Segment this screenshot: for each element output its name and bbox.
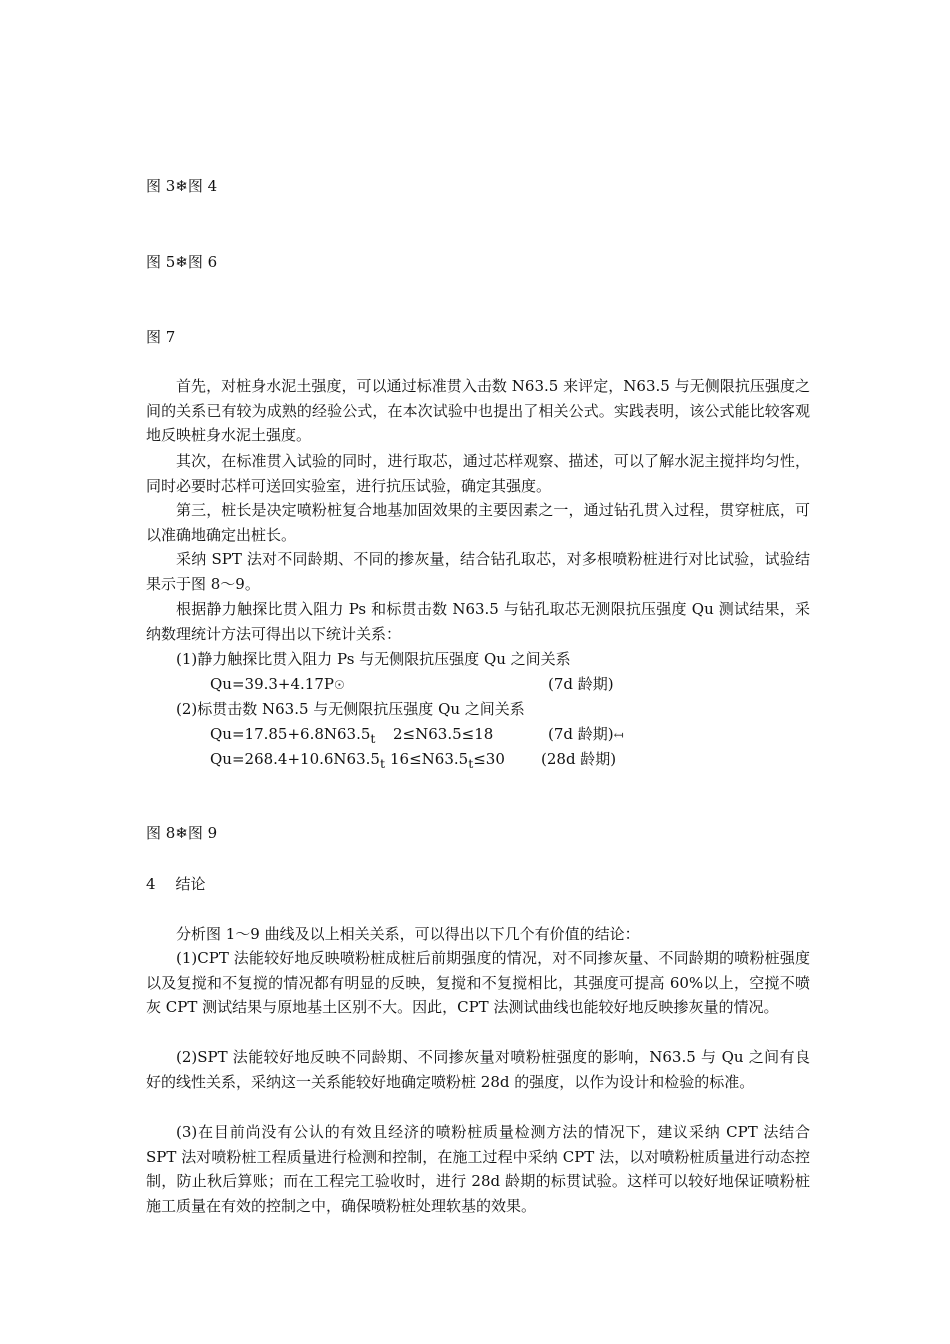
paragraph-second: 其次，在标准贯入试验的同时，进行取芯，通过芯样观察、描述，可以了解水泥主搅拌均匀性，同时必要时芯样可送回实验室，进行抗压试验，确定其强度。 [146, 452, 810, 495]
formula-2-subscript: t [370, 731, 376, 746]
formula-2-mark: ↤ [613, 728, 624, 742]
formula-3-range-b: ≤30 [473, 750, 505, 768]
formula-2-age-wrap [548, 722, 624, 747]
relation-1-title: (1)静力触探比贯入阻力 Ps 与无侧限抗压强度 Qu 之间关系 [176, 650, 571, 668]
formula-1-symbol: ☉ [333, 678, 345, 692]
formula-1-age: (7d 龄期) [548, 675, 614, 693]
formula-3-equation: Qu=268.4+10.6N63.5 [210, 750, 380, 768]
formula-3 [210, 747, 385, 776]
formula-2-age: (7d 龄期) [548, 725, 614, 743]
section-heading [146, 872, 206, 896]
conclusion-intro: 分析图 1～9 曲线及以上相关关系，可以得出以下几个有价值的结论： [176, 925, 640, 943]
figure-caption-7: 图 7 [146, 328, 176, 346]
formula-1-equation: Qu=39.3+4.17P [210, 675, 334, 693]
formula-1 [210, 672, 345, 697]
formula-3-range-subscript: t [468, 756, 474, 771]
formula-3-age: (28d 龄期) [541, 750, 617, 768]
relation-2-title: (2)标贯击数 N63.5 与无侧限抗压强度 Qu 之间关系 [176, 700, 525, 718]
paragraph-spt: 采纳 SPT 法对不同龄期、不同的掺灰量，结合钻孔取芯，对多根喷粉桩进行对比试验，试验结果示于图 8～9。 [146, 550, 810, 593]
conclusion-item-1: (1)CPT 法能较好地反映喷粉桩成桩后前期强度的情况，对不同掺灰量、不同龄期的喷粉桩强度以及复搅和不复搅的情况都有明显的反映，复搅和不复搅相比，其强度可提高 60%以上，空搅不喷灰 CPT 测试结果与原地基土区别不大。因此，CPT 法测试曲线也能较好地反映掺灰量的情况。 [146, 949, 810, 1016]
formula-3-subscript: t [379, 756, 385, 771]
paragraph-first: 首先，对桩身水泥土强度，可以通过标准贯入击数 N63.5 来评定，N63.5 与无侧限抗压强度之间的关系已有较为成熟的经验公式，在本次试验中也提出了相关公式。实践表明，该公式能比较客观地反映桩身水泥土强度。 [146, 377, 810, 444]
figure-caption-5-6: 图 5❄图 6 [146, 253, 218, 271]
section-title: 结论 [175, 875, 206, 893]
formula-3-range-a: 16≤N63.5 [390, 750, 469, 768]
conclusion-item-2: (2)SPT 法能较好地反映不同龄期、不同掺灰量对喷粉桩强度的影响，N63.5 与 Qu 之间有良好的线性关系，采纳这一关系能较好地确定喷粉桩 28d 的强度，以作为设计和检验的标准。 [146, 1048, 810, 1091]
formula-2-range: 2≤N63.5≤18 [393, 725, 494, 743]
paragraph-statistics: 根据静力触探比贯入阻力 Ps 和标贯击数 N63.5 与钻孔取芯无测限抗压强度 Qu 测试结果，采纳数理统计方法可得出以下统计关系： [146, 600, 810, 643]
figure-caption-8-9: 图 8❄图 9 [146, 824, 218, 842]
paragraph-third: 第三，桩长是决定喷粉桩复合地基加固效果的主要因素之一，通过钻孔贯入过程，贯穿桩底，可以准确地确定出桩长。 [146, 501, 810, 544]
formula-2-equation: Qu=17.85+6.8N63.5 [210, 725, 371, 743]
formula-3-range [390, 747, 505, 776]
figure-caption-3-4: 图 3❄图 4 [146, 177, 218, 195]
conclusion-item-3: (3)在目前尚没有公认的有效且经济的喷粉桩质量检测方法的情况下，建议采纳 CPT 法结合 SPT 法对喷粉桩工程质量进行检测和控制，在施工过程中采纳 CPT 法，以对喷粉桩质量进行动态控制，防止秋后算账；而在工程完工验收时，进行 28d 龄期的标贯试验。这样可以较好地保证喷粉桩施工质量在有效的控制之中，确保喷粉桩处理软基的效果。 [146, 1123, 810, 1215]
section-number: 4 [146, 875, 156, 893]
